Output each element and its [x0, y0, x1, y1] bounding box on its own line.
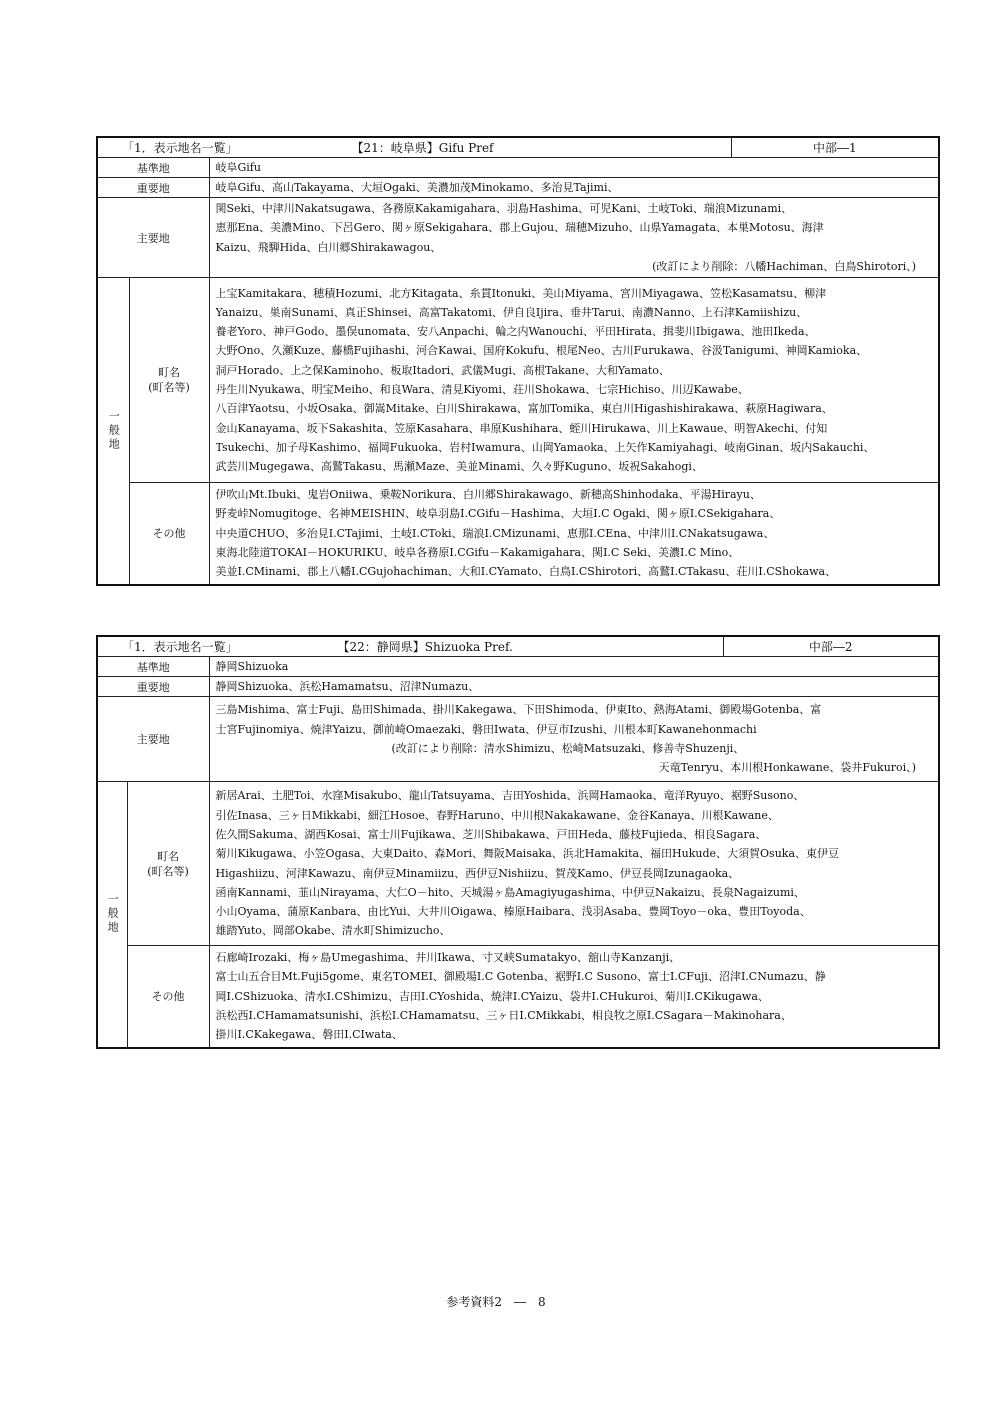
gifu-table: [96, 136, 940, 586]
sonota-label: その他: [129, 483, 209, 585]
kijun-label: 基準地: [97, 158, 209, 178]
chomei-values: [209, 278, 939, 483]
list-item: Kaizu、飛騨Hida、白川郷Shirakawagou、: [215, 240, 442, 254]
chomei-sub-label: (町名等): [148, 381, 190, 394]
sonota-values: [209, 946, 939, 1048]
table-title-cell: [97, 636, 723, 657]
shuyo-row: [97, 198, 939, 278]
ippan-label: 一般地: [106, 893, 120, 936]
list-item: Tsukechi、加子母Kashimo、福岡Fukuoka、岩村Iwamura、山岡Yamaoka、上矢作Kamiyahagi、岐南Ginan、坂内Sakauchi、: [215, 440, 875, 454]
sonota-row: [97, 946, 939, 1048]
chomei-row: [97, 278, 939, 483]
page-footer: 参考資料2 ― 8: [446, 1295, 546, 1309]
prefecture-title: 【21：岐阜県】Gifu Pref: [351, 141, 494, 155]
shuyo-label: 主要地: [97, 697, 209, 782]
list-item: 新居Arai、土肥Toi、水窪Misakubo、龍山Tatsuyama、吉田Yoshida、浜岡Hamaoka、竜洋Ryuyo、裾野Susono、: [215, 789, 805, 803]
list-item: 石廊崎Irozaki、梅ヶ島Umegashima、井川Ikawa、寸又峡Sumatakyo、舘山寺Kanzanji、: [215, 951, 681, 964]
list-item: 東海北陸道TOKAI－HOKURIKU、岐阜各務原I.CGifu－Kakamigahara、関I.C Seki、美濃I.C Mino、: [215, 545, 740, 559]
juyo-label: 重要地: [97, 677, 209, 697]
list-item: Yanaizu、巣南Sunami、真正Shinsei、高富Takatomi、伊自良Ijira、垂井Tarui、南濃Nanno、上石津Kamiishizu、: [215, 305, 808, 319]
table-title: 「1．表示地名一覧」: [122, 141, 238, 155]
list-item: 養老Yoro、神戸Godo、墨俣unomata、安八Anpachi、輪之内Wanouchi、平田Hirata、揖斐川Ibigawa、池田Ikeda、: [215, 325, 816, 339]
shuyo-label: 主要地: [97, 198, 209, 278]
table-header: [97, 636, 939, 657]
shuyo-values: [209, 198, 939, 278]
list-item: 岡I.CShizuoka、清水I.CShimizu、吉田I.CYoshida、焼津I.CYaizu、袋井I.CHukuroi、菊川I.CKikugawa、: [215, 989, 769, 1003]
section-label: 中部―2: [723, 636, 939, 657]
list-item: 小山Oyama、蒲原Kanbara、由比Yui、大井川Oigawa、榛原Haibara、浅羽Asaba、豊岡Toyo－oka、豊田Toyoda、: [215, 905, 811, 919]
sonota-row: [97, 483, 939, 585]
list-item: 洞戸Horado、上之保Kaminoho、板取Itadori、武儀Mugi、高根Takane、大和Yamato、: [215, 363, 670, 377]
chomei-sub-label: (町名等): [147, 864, 189, 878]
shizuoka-table: [96, 635, 940, 1049]
juyo-row: [97, 178, 939, 198]
list-item: Higashiizu、河津Kawazu、南伊豆Minamiizu、西伊豆Nishiizu、賀茂Kamo、伊豆長岡Izunagaoka、: [215, 866, 740, 880]
table-title: 「1．表示地名一覧」: [122, 640, 238, 654]
table-header: [97, 137, 939, 158]
list-item: 三島Mishima、富士Fuji、島田Shimada、掛川Kakegawa、下田Shimoda、伊東Ito、熱海Atami、御殿場Gotenba、富: [215, 703, 822, 717]
juyo-row: [97, 677, 939, 697]
list-item: 野麦峠Nomugitoge、名神MEISHIN、岐阜羽島I.CGifu－Hashima、大垣I.C Ogaki、関ヶ原I.CSekigahara、: [215, 507, 781, 521]
chomei-row: [97, 782, 939, 946]
shuyo-row: [97, 697, 939, 782]
chomei-values: [209, 782, 939, 946]
list-item: 武芸川Mugegawa、高鷲Takasu、馬瀬Maze、美並Minami、久々野Kuguno、坂祝Sakahogi、: [215, 460, 703, 474]
kijun-value: 岐阜Gifu: [209, 158, 939, 178]
deletion-note: (改訂により削除：清水Shimizu、松崎Matsuzaki、修善寺Shuzenji、: [391, 742, 745, 755]
list-item: 大野Ono、久瀬Kuze、藤橋Fujihashi、河合Kawai、国府Kokufu、根尾Neo、古川Furukawa、谷汲Tanigumi、神岡Kamioka、: [215, 344, 868, 358]
list-item: 佐久間Sakuma、湖西Kosai、富士川Fujikawa、芝川Shibakawa、戸田Heda、藤枝Fujieda、相良Sagara、: [215, 827, 767, 841]
list-item: 菊川Kikugawa、小笠Ogasa、大東Daito、森Mori、舞阪Maisaka、浜北Hamakita、福田Hukude、大須賀Osuka、東伊豆: [215, 847, 839, 861]
ippan-label: 一般地: [107, 409, 121, 452]
sonota-label: その他: [127, 946, 209, 1048]
list-item: 富士山五合目Mt.Fuji5gome、東名TOMEI、御殿場I.C Gotenba、裾野I.C Susono、富士I.CFuji、沼津I.CNumazu、静: [215, 970, 826, 984]
kijun-label: 基準地: [97, 657, 209, 677]
chomei-label-cell: [127, 782, 209, 946]
juyo-value: 岐阜Gifu、高山Takayama、大垣Ogaki、美濃加茂Minokamo、多治見Tajimi、: [209, 178, 939, 198]
list-item: 伊吹山Mt.Ibuki、鬼岩Oniiwa、乗鞍Norikura、白川郷Shirakawago、新穂高Shinhodaka、平湯Hirayu、: [215, 488, 761, 501]
kijun-row: [97, 657, 939, 677]
sonota-values: [209, 483, 939, 585]
list-item: 士宮Fujinomiya、焼津Yaizu、御前崎Omaezaki、磐田Iwata、伊豆市Izushi、川根本町Kawanehonmachi: [215, 722, 757, 736]
kijun-value: 静岡Shizuoka: [209, 657, 939, 677]
section-label: 中部―1: [731, 137, 939, 158]
ippan-label-cell: [97, 782, 127, 1048]
shuyo-values: [209, 697, 939, 782]
list-item: 浜松西I.CHamamatsunishi、浜松I.CHamamatsu、三ヶ日I.CMikkabi、相良牧之原I.CSagara－Makinohara、: [215, 1008, 792, 1022]
list-item: 掛川I.CKakegawa、磐田I.CIwata、: [215, 1028, 403, 1042]
chomei-label: 町名: [158, 366, 180, 379]
chomei-label: 町名: [157, 849, 179, 863]
list-item: 上宝Kamitakara、穂積Hozumi、北方Kitagata、糸貫Itonuki、美山Miyama、宮川Miyagawa、笠松Kasamatsu、柳津: [215, 286, 827, 300]
list-item: 金山Kanayama、坂下Sakashita、笠原Kasahara、串原Kushihara、蛭川Hirukawa、川上Kawaue、明智Akechi、付知: [215, 421, 828, 435]
kijun-row: [97, 158, 939, 178]
list-item: 関Seki、中津川Nakatsugawa、各務原Kakamigahara、羽島Hashima、可児Kani、土岐Toki、瑞浪Mizunami、: [215, 201, 793, 215]
list-item: 雄踏Yuto、岡部Okabe、清水町Shimizucho、: [215, 924, 451, 938]
list-item: 八百津Yaotsu、小坂Osaka、御嵩Mitake、白川Shirakawa、富加Tomika、東白川Higashishirakawa、萩原Hagiwara、: [215, 402, 833, 416]
list-item: 恵那Ena、美濃Mino、下呂Gero、関ヶ原Sekigahara、郡上Gujou、瑞穂Mizuho、山県Yamagata、本巣Motosu、海津: [215, 221, 824, 235]
list-item: 中央道CHUO、多治見I.CTajimi、土岐I.CToki、瑞浪I.CMizunami、恵那I.CEna、中津川I.CNakatsugawa、: [215, 526, 775, 540]
deletion-note: (改訂により削除：八幡Hachiman、白鳥Shirotori、): [652, 259, 917, 273]
chomei-label-cell: [129, 278, 209, 483]
juyo-value: 静岡Shizuoka、浜松Hamamatsu、沼津Numazu、: [209, 677, 939, 697]
deletion-note-continued: 天竜Tenryu、本川根Honkawane、袋井Fukuroi、): [658, 761, 916, 775]
ippan-label-cell: [97, 278, 129, 585]
prefecture-title: 【22：静岡県】Shizuoka Pref.: [337, 640, 513, 654]
table-title-cell: [97, 137, 731, 158]
list-item: 引佐Inasa、三ヶ日Mikkabi、細江Hosoe、春野Haruno、中川根Nakakawane、金谷Kanaya、川根Kawane、: [215, 808, 779, 822]
list-item: 函南Kannami、韮山Nirayama、大仁O－hito、天城湯ヶ島Amagiyugashima、中伊豆Nakaizu、長泉Nagaizumi、: [215, 885, 805, 899]
list-item: 丹生川Nyukawa、明宝Meiho、和良Wara、清見Kiyomi、荘川Shokawa、七宗Hichiso、川辺Kawabe、: [215, 383, 749, 396]
list-item: 美並I.CMinami、郡上八幡I.CGujohachiman、大和I.CYamato、白鳥I.CShirotori、高鷲I.CTakasu、荘川I.CShokawa、: [215, 565, 837, 579]
juyo-label: 重要地: [97, 178, 209, 198]
